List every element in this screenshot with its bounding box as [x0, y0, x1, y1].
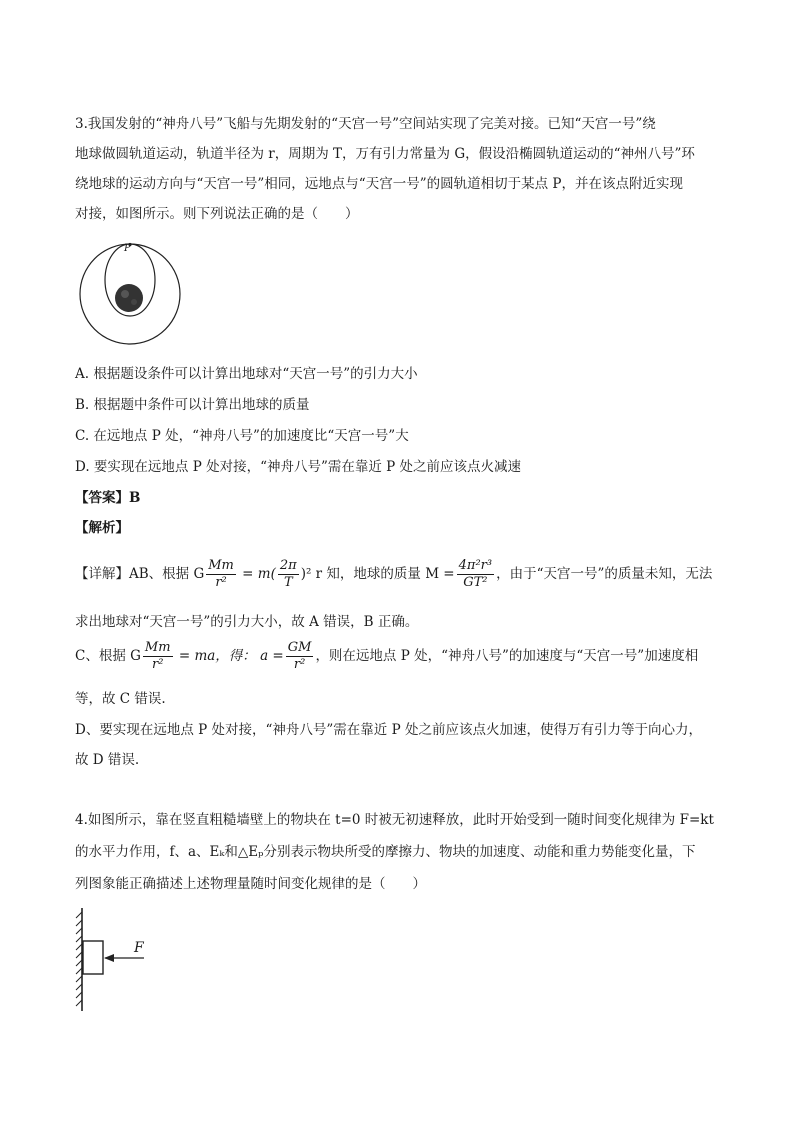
q3-detail-c-line-1 — [75, 639, 698, 673]
q3-stem-line-3: 绕地球的运动方向与“天宫一号”相同，远地点与“天宫一号”的圆轨道相切于某点 P，并在该点附近实现 — [75, 176, 683, 192]
force-f-label: F — [134, 940, 144, 956]
q3-stem-line-4: 对接，如图所示。则下列说法正确的是（ ） — [75, 206, 359, 222]
wall-block-figure — [72, 908, 162, 1013]
q4-stem-line-3: 列图象能正确描述上述物理量随时间变化规律的是（ ） — [75, 876, 426, 892]
q3-option-a: A. 根据题设条件可以计算出地球对“天宫一号”的引力大小 — [75, 366, 418, 382]
detail-c-text-c: ，则在远地点 P 处，“神舟八号”的加速度与“天宫一号”加速度相 — [315, 648, 699, 664]
formula-mm-over-r2-c: $\frac{Mm}{\text{r²}}$ — [144, 640, 171, 672]
q3-answer: 【答案】B — [75, 490, 141, 506]
detail-ab-text-d: ，由于“天宫一号”的质量未知，无法 — [496, 566, 713, 582]
q3-option-b: B. 根据题中条件可以计算出地球的质量 — [75, 397, 310, 413]
orbit-figure — [78, 242, 182, 346]
detail-c-text-a: C、根据 G — [75, 648, 141, 664]
q3-stem-line-1: 3.我国发射的“神舟八号”飞船与先期发射的“天宫一号”空间站实现了完美对接。已知“天宫一号”绕 — [75, 116, 656, 132]
detail-ab-text-c: )² r 知，地球的质量 M = — [300, 566, 455, 582]
q4-stem-line-1: 4.如图所示，靠在竖直粗糙墙壁上的物块在 t=0 时被无初速释放，此时开始受到一随时间变化规律为 F=kt — [75, 812, 714, 828]
formula-gm-over-r2: $\frac{GM}{\text{r²}}$ — [287, 640, 312, 672]
q3-detail-ab-line-2: 求出地球对“天宫一号”的引力大小，故 A 错误，B 正确。 — [75, 614, 419, 630]
q3-analysis-heading: 【解析】 — [75, 520, 129, 536]
q4-stem-line-2: 的水平力作用，f、a、Eₖ和△Eₚ分别表示物块所受的摩擦力、物块的加速度、动能和重力势能变化量，下 — [75, 844, 696, 860]
formula-earth-mass: $\frac{\text{4π²r³}}{\text{GT²}}$ — [458, 558, 493, 590]
q3-detail-ab-line-1 — [75, 557, 712, 591]
detail-ab-text-a: 【详解】AB、根据 G — [75, 566, 205, 582]
formula-mm-over-r2: $\frac{Mm}{\text{r²}}$ — [208, 558, 234, 590]
q3-option-c: C. 在远地点 P 处，“神舟八号”的加速度比“天宫一号”大 — [75, 428, 409, 444]
q3-detail-d-line-2: 故 D 错误. — [75, 752, 140, 768]
q3-detail-c-line-2: 等，故 C 错误. — [75, 691, 166, 707]
formula-2pi-over-t: $\frac{2\pi}{T}$ — [279, 558, 297, 590]
q3-stem-line-2: 地球做圆轨道运动，轨道半径为 r，周期为 T，万有引力常量为 G，假设沿椭圆轨道运动的“神州八号”环 — [75, 146, 695, 162]
detail-ab-text-b: = m( — [237, 566, 276, 582]
detail-c-text-b: = ma，得： a = — [174, 648, 284, 664]
q3-option-d: D. 要实现在远地点 P 处对接，“神舟八号”需在靠近 P 处之前应该点火减速 — [75, 459, 522, 475]
q3-detail-d-line-1: D、要实现在远地点 P 处对接，“神舟八号”需在靠近 P 处之前应该点火加速，使得万有引力等于向心力， — [75, 722, 702, 738]
orbit-point-p-label: P — [124, 243, 131, 254]
